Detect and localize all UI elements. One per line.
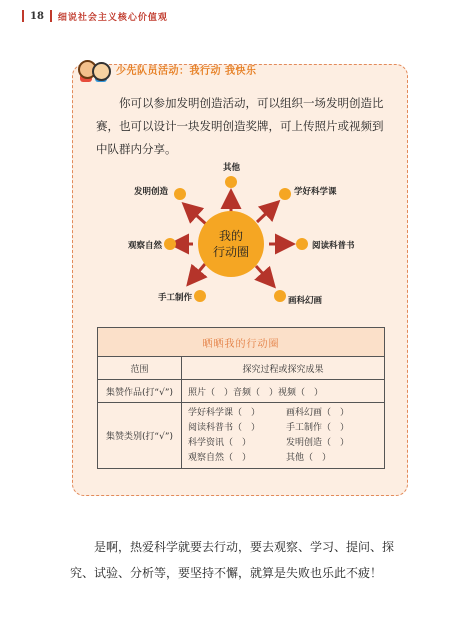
node-label-other: 其他 [223, 163, 241, 173]
node-label-science: 学好科学课 [294, 187, 337, 197]
header-divider [22, 10, 24, 22]
node-label-invention: 发明创造 [134, 187, 169, 197]
node-reading [296, 238, 308, 250]
category-option[interactable]: 手工制作（ ） [286, 423, 350, 433]
node-painting [274, 290, 286, 302]
arrow-science [257, 204, 276, 222]
node-other [225, 176, 237, 188]
node-science [279, 188, 291, 200]
works-label: 集赞作品(打“√”) [98, 380, 182, 403]
arrow-invention [186, 206, 206, 224]
page-header [22, 8, 168, 24]
arrow-handcraft [190, 264, 205, 282]
node-label-painting: 画科幻画 [288, 296, 323, 306]
node-nature [164, 238, 176, 250]
center-node [198, 211, 264, 277]
works-options[interactable]: 照片（ ）音频（ ）视频（ ） [182, 380, 385, 403]
arrow-painting [256, 266, 272, 284]
share-table [97, 327, 385, 469]
section-title: 少先队员活动：我行动 我快乐 [116, 65, 257, 77]
closing-paragraph: 是啊，热爱科学就要去行动，要去观察、学习、提问、探究、试验、分析等，要坚持不懈，就算是失败也乐此不疲！ [70, 540, 395, 580]
table-caption: 晒晒我的行动圈 [98, 328, 385, 357]
intro-paragraph: 你可以参加发明创造活动，可以组织一场发明创造比赛，也可以设计一块发明创造奖牌，可上传照片或视频到中队群内分享。 [96, 96, 384, 156]
center-line1: 我的 [218, 229, 244, 243]
category-option[interactable]: 观察自然（ ） [188, 453, 252, 463]
category-option[interactable]: 科学资讯（ ） [188, 438, 252, 448]
node-label-reading: 阅读科普书 [312, 241, 355, 251]
category-option[interactable]: 其他（ ） [286, 453, 332, 463]
table-header-scope: 范围 [98, 357, 182, 380]
book-title: 细说社会主义核心价值观 [57, 12, 168, 23]
node-invention [174, 188, 186, 200]
center-line2: 行动圈 [212, 245, 250, 259]
node-label-handcraft: 手工制作 [158, 293, 193, 303]
kids-illustration-icon [78, 56, 112, 82]
category-options-cell [182, 403, 385, 469]
table-header-process: 探究过程或探究成果 [182, 357, 385, 380]
node-label-nature: 观察自然 [128, 241, 163, 251]
section-heading [78, 56, 256, 82]
category-option[interactable]: 发明创造（ ） [286, 438, 350, 448]
category-option[interactable]: 画科幻画（ ） [286, 408, 350, 418]
page-number: 18 [30, 10, 44, 22]
category-label: 集赞类别(打“√”) [98, 403, 182, 469]
category-option[interactable]: 学好科学课（ ） [188, 408, 261, 418]
node-handcraft [194, 290, 206, 302]
category-option[interactable]: 阅读科普书（ ） [188, 423, 261, 433]
header-divider [50, 10, 52, 22]
